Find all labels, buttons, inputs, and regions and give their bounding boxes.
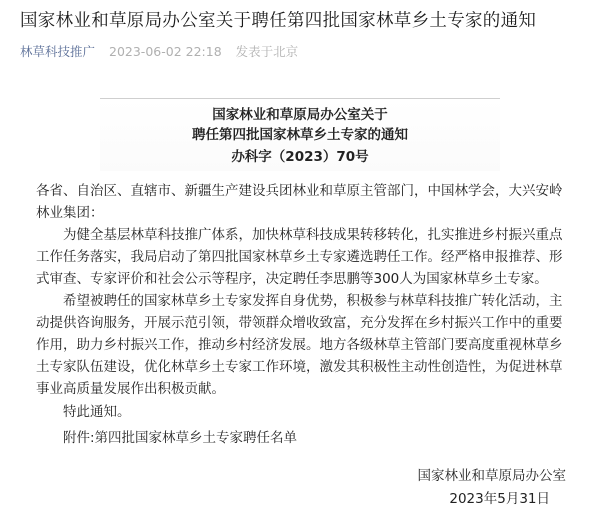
article-meta <box>20 43 298 61</box>
document-title-line1: 国家林业和草原局办公室关于 <box>212 107 388 123</box>
attachment-note: 附件:第四批国家林草乡土专家聘任名单 <box>63 430 298 446</box>
publish-location: 发表于北京 <box>235 44 299 59</box>
account-name-link[interactable]: 林草科技推广 <box>20 44 96 59</box>
document-header <box>100 98 500 171</box>
closing-remark: 特此通知。 <box>63 404 131 420</box>
publish-time: 2023-06-02 22:18 <box>109 44 222 59</box>
paragraph-line: 作用，助力乡村振兴工作，推动乡村经济发展。地方各级林草主管部门要高度重视林草乡 <box>36 337 563 353</box>
document-number: 办科字（2023）70号 <box>231 149 369 165</box>
paragraph-line: 工作任务落实，我局启动了第四批国家林草乡土专家遴选聘任工作。经严格申报推荐、形 <box>36 249 563 265</box>
article-title: 国家林业和草原局办公室关于聘任第四批国家林草乡土专家的通知 <box>20 11 537 31</box>
addressee-line: 林业集团： <box>36 205 104 221</box>
paragraph-line: 希望被聘任的国家林草乡土专家发挥自身优势，积极参与林草科技推广转化活动，主 <box>63 293 563 309</box>
paragraph-line: 土专家队伍建设，优化林草乡土专家工作环境，激发其积极性主动性创造性，为促进林草 <box>36 359 563 375</box>
paragraph-line: 动提供咨询服务，开展示范引领，带领群众增收致富，充分发挥在乡村振兴工作中的重要 <box>36 315 563 331</box>
issuer-name: 国家林业和草原局办公室 <box>417 468 566 484</box>
addressee-line: 各省、自治区、直辖市、新疆生产建设兵团林业和草原主管部门，中国林学会，大兴安岭 <box>36 183 563 199</box>
issue-date: 2023年5月31日 <box>449 491 550 507</box>
paragraph-line: 为健全基层林草科技推广体系，加快林草科技成果转移转化，扎实推进乡村振兴重点 <box>63 227 563 243</box>
document-title-line2: 聘任第四批国家林草乡土专家的通知 <box>192 127 408 143</box>
paragraph-line: 事业高质量发展作出积极贡献。 <box>36 381 225 397</box>
paragraph-line: 式审查、专家评价和社会公示等程序，决定聘任李思鹏等300人为国家林草乡土专家。 <box>36 271 548 287</box>
